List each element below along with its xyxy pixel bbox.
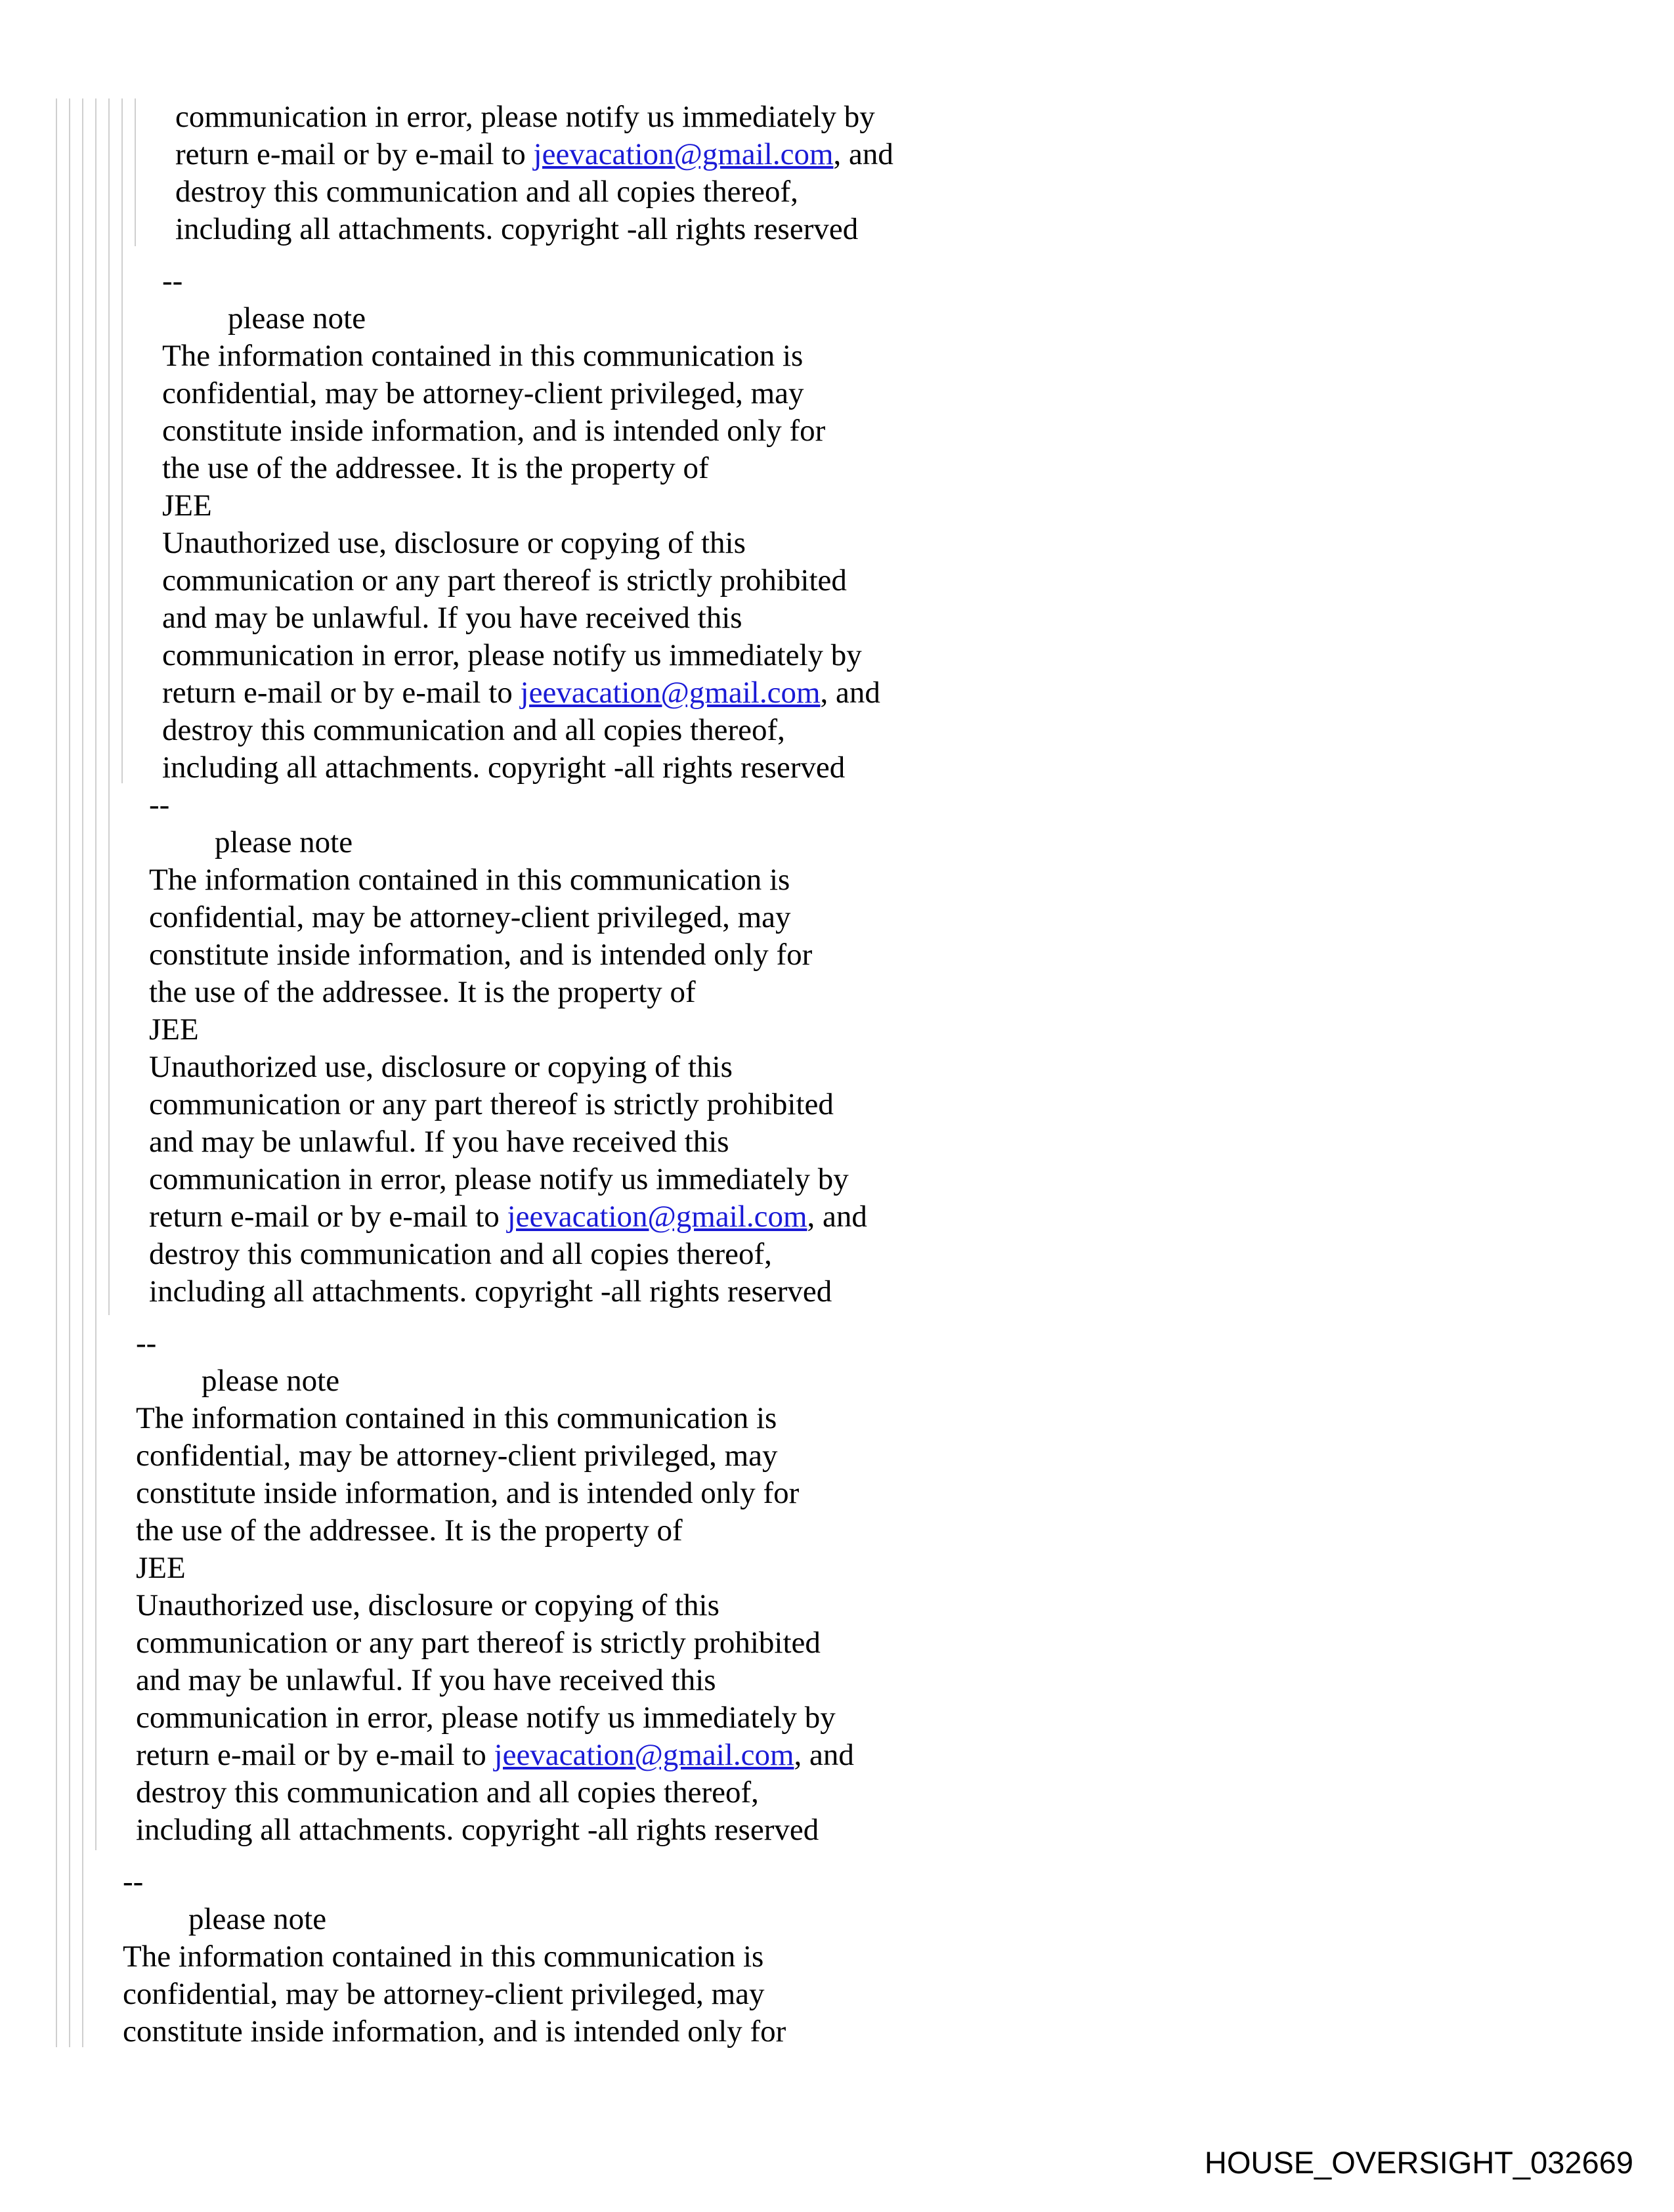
disclaimer-line: JEE bbox=[136, 1551, 186, 1585]
quote-bar bbox=[108, 98, 110, 1315]
disclaimer-line: destroy this communication and all copies thereof, bbox=[175, 175, 798, 209]
disclaimer-line: JEE bbox=[162, 488, 212, 523]
disclaimer-line: communication or any part thereof is strictly prohibited bbox=[162, 563, 847, 597]
disclaimer-line: Unauthorized use, disclosure or copying of this bbox=[162, 526, 746, 560]
email-link[interactable]: jeevacation@gmail.com bbox=[494, 1738, 794, 1772]
disclaimer-block bbox=[136, 1325, 854, 1849]
disclaimer-line: communication or any part thereof is strictly prohibited bbox=[149, 1087, 834, 1121]
disclaimer-line: constitute inside information, and is intended only for bbox=[162, 414, 826, 448]
disclaimer-line: including all attachments. copyright -all rights reserved bbox=[136, 1813, 819, 1847]
disclaimer-line: the use of the addressee. It is the property of bbox=[162, 451, 709, 485]
please-note: please note bbox=[202, 1364, 340, 1398]
quote-bar bbox=[135, 98, 136, 246]
disclaimer-line: constitute inside information, and is intended only for bbox=[149, 938, 813, 972]
quoted-disclaimer-tail bbox=[175, 98, 893, 248]
separator: -- bbox=[162, 264, 183, 298]
separator: -- bbox=[149, 788, 170, 822]
bates-stamp: HOUSE_OVERSIGHT_032669 bbox=[1204, 2145, 1633, 2180]
disclaimer-line: Unauthorized use, disclosure or copying of this bbox=[149, 1050, 733, 1084]
disclaimer-line: including all attachments. copyright -all rights reserved bbox=[162, 750, 846, 785]
please-note: please note bbox=[215, 825, 353, 859]
disclaimer-line: including all attachments. copyright -all rights reserved bbox=[149, 1274, 832, 1309]
disclaimer-block bbox=[123, 1863, 786, 2050]
disclaimer-line: destroy this communication and all copies thereof, bbox=[162, 713, 785, 747]
disclaimer-line: return e-mail or by e-mail to jeevacation@gmail.com, and bbox=[175, 137, 893, 171]
disclaimer-line: confidential, may be attorney-client privileged, may bbox=[162, 376, 804, 410]
disclaimer-block bbox=[162, 263, 880, 787]
email-link[interactable]: jeevacation@gmail.com bbox=[533, 137, 834, 171]
email-link[interactable]: jeevacation@gmail.com bbox=[507, 1200, 807, 1234]
disclaimer-line: destroy this communication and all copies thereof, bbox=[136, 1775, 759, 1810]
disclaimer-line: Unauthorized use, disclosure or copying of this bbox=[136, 1588, 719, 1622]
disclaimer-line: The information contained in this communication is bbox=[123, 1940, 764, 1974]
quote-bar bbox=[95, 98, 97, 1850]
disclaimer-block bbox=[149, 787, 867, 1311]
disclaimer-line: and may be unlawful. If you have received this bbox=[136, 1663, 716, 1697]
quote-bar bbox=[82, 98, 83, 2047]
disclaimer-line: confidential, may be attorney-client privileged, may bbox=[149, 900, 791, 934]
disclaimer-line: confidential, may be attorney-client privileged, may bbox=[136, 1439, 778, 1473]
disclaimer-line: constitute inside information, and is intended only for bbox=[136, 1476, 800, 1510]
disclaimer-line: confidential, may be attorney-client privileged, may bbox=[123, 1977, 765, 2011]
quote-bar bbox=[56, 98, 57, 2047]
quote-bar bbox=[121, 98, 123, 783]
please-note: please note bbox=[228, 301, 366, 336]
disclaimer-line: communication in error, please notify us immediately by bbox=[175, 100, 875, 134]
email-link[interactable]: jeevacation@gmail.com bbox=[520, 676, 821, 710]
disclaimer-line: communication in error, please notify us immediately by bbox=[162, 638, 862, 672]
disclaimer-line: The information contained in this communication is bbox=[162, 339, 804, 373]
separator: -- bbox=[123, 1865, 144, 1899]
disclaimer-line: return e-mail or by e-mail to jeevacation@gmail.com, and bbox=[136, 1738, 854, 1772]
disclaimer-line: constitute inside information, and is intended only for bbox=[123, 2014, 786, 2049]
disclaimer-line: JEE bbox=[149, 1012, 199, 1047]
disclaimer-line: destroy this communication and all copies thereof, bbox=[149, 1237, 772, 1271]
quote-bar bbox=[69, 98, 70, 2047]
disclaimer-line: and may be unlawful. If you have received this bbox=[149, 1125, 729, 1159]
disclaimer-line: The information contained in this communication is bbox=[149, 863, 790, 897]
disclaimer-line: the use of the addressee. It is the property of bbox=[149, 975, 696, 1009]
disclaimer-line: communication in error, please notify us immediately by bbox=[136, 1701, 836, 1735]
disclaimer-line: including all attachments. copyright -all rights reserved bbox=[175, 212, 859, 246]
disclaimer-line: communication in error, please notify us immediately by bbox=[149, 1162, 849, 1196]
separator: -- bbox=[136, 1326, 157, 1360]
disclaimer-line: return e-mail or by e-mail to jeevacation@gmail.com, and bbox=[162, 676, 880, 710]
disclaimer-line: and may be unlawful. If you have received this bbox=[162, 601, 742, 635]
disclaimer-line: return e-mail or by e-mail to jeevacation@gmail.com, and bbox=[149, 1200, 867, 1234]
please-note: please note bbox=[188, 1902, 327, 1936]
disclaimer-line: the use of the addressee. It is the property of bbox=[136, 1513, 683, 1548]
disclaimer-line: The information contained in this communication is bbox=[136, 1401, 777, 1435]
disclaimer-line: communication or any part thereof is strictly prohibited bbox=[136, 1626, 821, 1660]
